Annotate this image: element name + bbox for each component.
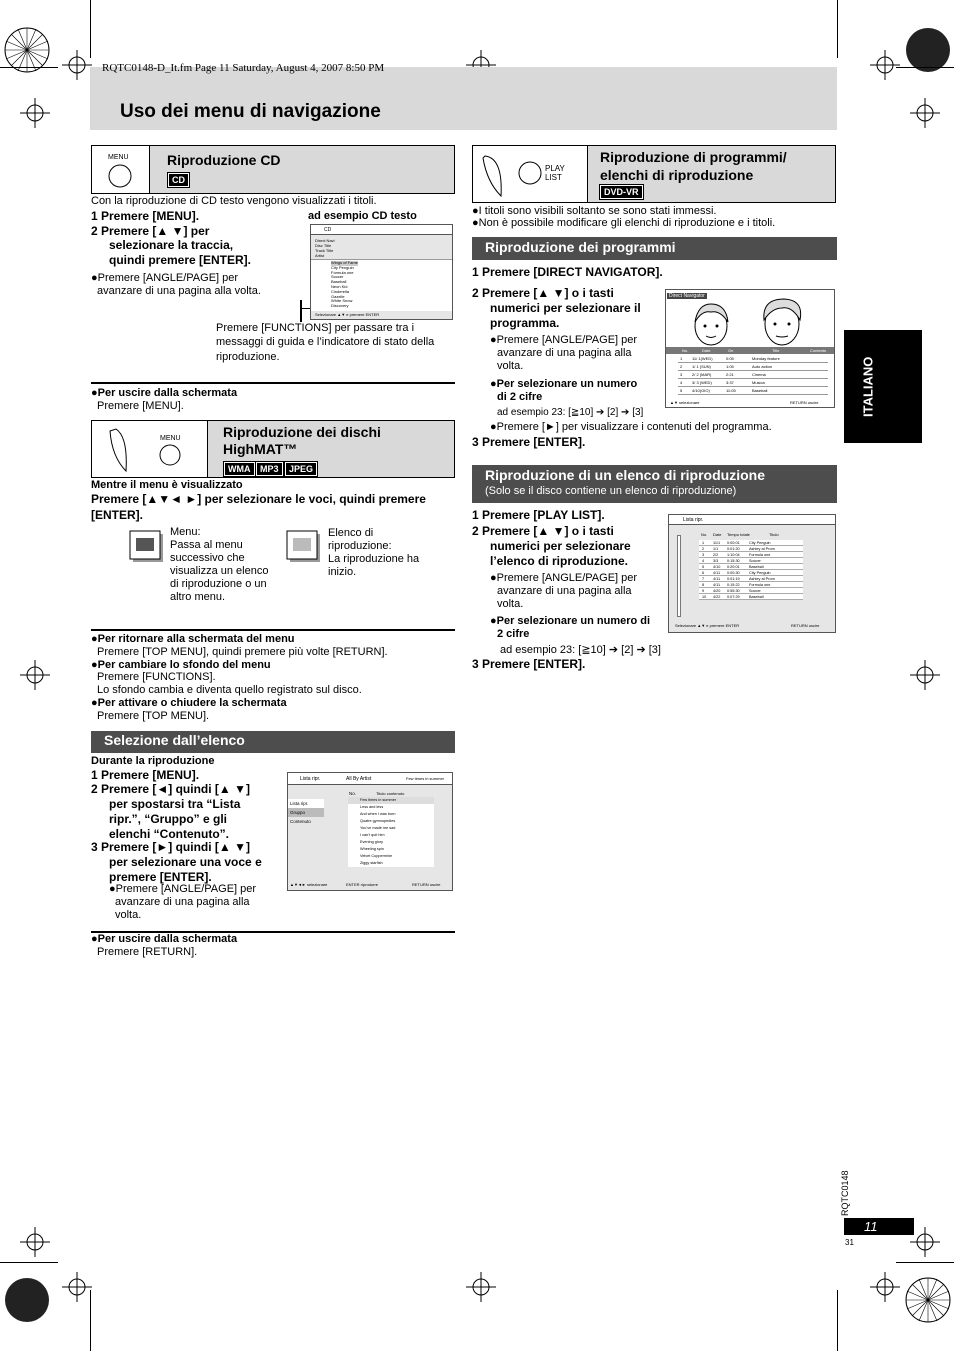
playlist-bullet1: ●Premere [ANGLE/PAGE] per avanzare di una pagina alla volta. bbox=[490, 572, 638, 610]
playlist-desc: Elenco di riproduzione: La riproduzione ha inizio. bbox=[328, 527, 420, 578]
cd-bullet1b: avanzare di una pagina alla volta. bbox=[97, 285, 261, 297]
menu-button-icon bbox=[107, 163, 133, 189]
highmat-list-screen: Lista ripr. All By Artist Few times in summer Lista ripr. Gruppo Contenuto No. Titolo contenuto Few times in summer Less and less And when I was born Quatre gymnopedies You’ve made me sad I can’t quit him Evening glory Wheeling spin Velvet Cuppermine Ziggy starfish ▲▼◄► selezionare ENTER riprodurre RETURN uscire bbox=[287, 772, 453, 891]
cd-step2a: 2 Premere [▲ ▼] per bbox=[91, 224, 210, 238]
trim-line bbox=[896, 1262, 954, 1263]
callout-line bbox=[300, 308, 310, 309]
cd-functions-a: Premere [FUNCTIONS] per passare tra i bbox=[216, 322, 415, 334]
cd-screen-info: Direct Navi Disc Title Track Title Artist bbox=[315, 238, 335, 258]
dn-rows: 1 11/ 1(WED) 0:05 Monday feature 2 1/ 1 (SUN) 1:05 Auto action 3 2/ 2 (MAR) 2:21 Cinema 4 3/ 3 (WED) 3:37 Musica 5 4/10(GIO) 11:05 Baseball bbox=[678, 355, 828, 395]
crosshair-mark bbox=[466, 1272, 496, 1302]
playlist-scrollbar[interactable] bbox=[677, 535, 681, 617]
trim-line bbox=[90, 1290, 91, 1351]
callout-line bbox=[300, 300, 302, 322]
cd-intro: Con la riproduzione di CD testo vengono visualizzati i titoli. bbox=[91, 195, 377, 207]
programs-note2: ●Non è possibile modificare gli elenchi di riproduzione e i titoli. bbox=[472, 217, 776, 229]
cd-icon-area bbox=[92, 146, 150, 193]
crosshair-mark bbox=[20, 660, 50, 690]
list-screen-tabs: Lista ripr. Gruppo Contenuto bbox=[288, 799, 324, 826]
playlist-bar: Riproduzione di un elenco di riproduzione (Solo se il disco contiene un elenco di riproduzione) bbox=[472, 465, 837, 503]
highmat-return-label: ●Per ritornare alla schermata del menu bbox=[91, 633, 295, 645]
highmat-toggle-label: ●Per attivare o chiudere la schermata bbox=[91, 697, 287, 709]
list-select-exit-text: Premere [RETURN]. bbox=[97, 946, 198, 958]
cd-screen bbox=[310, 224, 453, 320]
highmat-while: Mentre il menu è visualizzato bbox=[91, 479, 243, 491]
list-select-during: Durante la riproduzione bbox=[91, 755, 215, 767]
divider bbox=[91, 382, 455, 384]
playlist-thumbnail-icon bbox=[286, 530, 322, 564]
cd-screen-header: CD bbox=[324, 227, 332, 233]
mp3-badge: MP3 bbox=[256, 462, 283, 476]
face-illustration-icon bbox=[686, 300, 736, 348]
crosshair-mark bbox=[910, 1227, 940, 1257]
small-page-number: 31 bbox=[845, 1238, 854, 1247]
remote-icon bbox=[106, 427, 130, 473]
doc-code: RQTC0148 bbox=[840, 1170, 850, 1216]
crosshair-mark bbox=[910, 98, 940, 128]
cd-exit-text: Premere [MENU]. bbox=[97, 400, 184, 412]
crosshair-mark bbox=[870, 1272, 900, 1302]
crosshair-mark bbox=[870, 50, 900, 80]
list-select-step2: 2 Premere [◄] quindi [▲ ▼] per spostarsi tra “Lista ripr.”, “Gruppo” e gli elenchi “Contenuto”. bbox=[91, 782, 250, 841]
playlist-step1: 1 Premere [PLAY LIST]. bbox=[472, 508, 605, 522]
cd-badge: CD bbox=[168, 173, 189, 187]
divider bbox=[91, 629, 455, 631]
registration-mark bbox=[2, 1275, 52, 1325]
file-info: RQTC0148-D_It.fm Page 11 Saturday, August 4, 2007 8:50 PM bbox=[102, 62, 385, 74]
menu-thumbnail-icon bbox=[129, 530, 165, 564]
language-tab-label: ITALIANO bbox=[860, 356, 876, 418]
registration-mark bbox=[903, 1275, 953, 1325]
highmat-icon-area bbox=[92, 421, 208, 477]
crosshair-mark bbox=[20, 98, 50, 128]
cd-example-label: ad esempio CD testo bbox=[308, 210, 417, 222]
highmat-bg-text2: Lo sfondo cambia e diventa quello registrato sul disco. bbox=[97, 684, 362, 696]
trim-line bbox=[837, 0, 838, 58]
cd-bullet1a: ●Premere [ANGLE/PAGE] per bbox=[91, 272, 239, 284]
list-select-step1: 1 Premere [MENU]. bbox=[91, 768, 200, 782]
playlist-step3: 3 Premere [ENTER]. bbox=[472, 657, 586, 671]
crosshair-mark bbox=[62, 50, 92, 80]
programs-bullet1: ●Premere [ANGLE/PAGE] per avanzare di una pagina alla volta. bbox=[490, 334, 638, 372]
play-list-button-icon bbox=[517, 160, 543, 186]
face-illustration-icon bbox=[752, 296, 812, 348]
programs-note1: ●I titoli sono visibili soltanto se sono stati immessi. bbox=[472, 205, 717, 217]
cd-exit-label: ●Per uscire dalla schermata bbox=[91, 387, 238, 399]
crosshair-mark bbox=[62, 1272, 92, 1302]
direct-navigator-screen: Direct Navigator No. Date On Title Contents 1 11/ 1(WED) 0:05 Monday feature 2 1/ 1 (SUN) 1:05 Auto action 3 2/ 2 (MAR) 2:21 Cinema 4 3/ 3 (WED) 3:37 Musica 5 4/10(GIO) 11:05 Baseball ▲▼ selezionare RETURN uscire bbox=[665, 289, 835, 408]
programs-step3: 3 Premere [ENTER]. bbox=[472, 435, 586, 449]
programs-icon-area bbox=[473, 146, 588, 202]
playlist-example: ad esempio 23: [≧10] ➔ [2] ➔ [3] bbox=[500, 644, 661, 656]
cd-step2b: selezionare la traccia, bbox=[109, 238, 234, 252]
list-select-step3: 3 Premere [►] quindi [▲ ▼] per selezionare una voce e premere [ENTER]. bbox=[91, 840, 262, 884]
list-select-bar: Selezione dall’elenco bbox=[91, 731, 455, 753]
cd-screen-tracklist: Wings of Fame City Penguin Formula one Soccer Baseball Neon Kid Cinderella Gazelle White Snow Discovery bbox=[331, 260, 358, 309]
trim-line bbox=[0, 67, 58, 68]
page-title: Uso dei menu di navigazione bbox=[120, 101, 381, 122]
cd-functions-c: riproduzione. bbox=[216, 351, 280, 363]
cd-functions-b: messaggi di guida e l’indicatore di stato della bbox=[216, 336, 435, 348]
trim-line bbox=[896, 67, 954, 68]
menu-button-label: MENU bbox=[108, 154, 129, 161]
highmat-bg-label: ●Per cambiare lo sfondo del menu bbox=[91, 659, 271, 671]
menu-button-icon bbox=[158, 443, 182, 467]
trim-line bbox=[0, 1262, 58, 1263]
crosshair-mark bbox=[20, 1227, 50, 1257]
highmat-instruction-a: Premere [▲▼◄ ►] per selezionare le voci, quindi premere bbox=[91, 492, 426, 506]
cd-step2c: quindi premere [ENTER]. bbox=[109, 253, 252, 267]
menu-desc: Menu: Passa al menu successivo che visualizza un elenco di riproduzione o un altro menu. bbox=[170, 526, 269, 603]
language-tab bbox=[844, 330, 922, 443]
pl-rows: 1 11/1 0:00:01 City Penguin 2 1/1 0:01:20 Ashley at Prom 3 2/2 1:10:04 Formula one 4 3/3 0:15:30 Soccer 5 4/10 0:20:01 Baseball 6 4/11 0:00:30 City Penguin 7 4/11 0:01:19 Ashley at Prom 8 4/11 0:15:22 Formula one 9 4/20 0:55:30 Soccer 10 4/22 0:07:29 Baseball bbox=[699, 540, 803, 600]
playlist-step2: 2 Premere [▲ ▼] o i tasti numerici per selezionare l’elenco di riproduzione. bbox=[472, 524, 631, 568]
trim-line bbox=[837, 1290, 838, 1351]
highmat-toggle-text: Premere [TOP MENU]. bbox=[97, 710, 210, 722]
menu-button-label: MENU bbox=[160, 435, 181, 442]
programs-example: ad esempio 23: [≧10] ➔ [2] ➔ [3] bbox=[497, 407, 644, 418]
remote-icon bbox=[479, 152, 505, 198]
programs-bullet2: ●Per selezionare un numero di 2 cifre bbox=[490, 378, 638, 403]
highmat-bg-text1: Premere [FUNCTIONS]. bbox=[97, 671, 216, 683]
programs-step1: 1 Premere [DIRECT NAVIGATOR]. bbox=[472, 265, 663, 279]
list-select-exit-label: ●Per uscire dalla schermata bbox=[91, 933, 238, 945]
programs-title-a: Riproduzione di programmi/ bbox=[600, 149, 787, 165]
list-screen-items: Few times in summer Less and less And when I was born Quatre gymnopedies You’ve made me sad I can’t quit him Evening glory Wheeling spin Velvet Cuppermine Ziggy starfish bbox=[348, 797, 434, 867]
programs-step2: 2 Premere [▲ ▼] o i tasti numerici per selezionare il programma. bbox=[472, 286, 641, 330]
crosshair-mark bbox=[910, 660, 940, 690]
cd-step1: 1 Premere [MENU]. bbox=[91, 209, 200, 223]
cd-screen-footer: Selezionare ▲▼ e premere ENTER bbox=[315, 312, 380, 317]
dvd-vr-badge: DVD-VR bbox=[600, 185, 643, 199]
dn-columns: No. Date On Title Contents bbox=[666, 347, 834, 354]
programs-title-b: elenchi di riproduzione bbox=[600, 167, 754, 183]
playlist-screen: Lista ripr. No. Date Tempo totale Titolo 1 11/1 0:00:01 City Penguin 2 1/1 0:01:20 Ashley at Prom 3 2/2 1:10:04 Formula one 4 3/3 0:15:30 Soccer 5 4/10 0:20:01 Baseball 6 4/11 0:00:30 City Penguin 7 4/11 0:01:19 Ashley at Prom 8 4/11 0:15:22 Formula one 9 4/20 0:55:30 Soccer 10 4/22 0:07:29 Baseball Selezionare ▲▼ e premere ENTER RETURN uscire bbox=[668, 514, 836, 633]
highmat-instruction-b: [ENTER]. bbox=[91, 508, 143, 522]
highmat-return-text: Premere [TOP MENU], quindi premere più volte [RETURN]. bbox=[97, 646, 388, 658]
highmat-title-a: Riproduzione dei dischi bbox=[223, 424, 381, 440]
highmat-title-b: HighMAT™ bbox=[223, 441, 298, 457]
programs-bullet3: ●Premere [►] per visualizzare i contenuti del programma. bbox=[490, 421, 772, 433]
playlist-bullet2: ●Per selezionare un numero di 2 cifre bbox=[490, 615, 651, 640]
trim-line bbox=[90, 0, 91, 58]
page-number: 11 bbox=[844, 1218, 914, 1235]
wma-badge: WMA bbox=[224, 462, 255, 476]
jpeg-badge: JPEG bbox=[285, 462, 317, 476]
play-list-button-label: PLAY LIST bbox=[545, 164, 565, 182]
programs-bar: Riproduzione dei programmi bbox=[472, 237, 837, 260]
cd-title: Riproduzione CD bbox=[167, 152, 281, 168]
list-select-bullet: ●Premere [ANGLE/PAGE] per avanzare di una pagina alla volta. bbox=[109, 883, 257, 921]
